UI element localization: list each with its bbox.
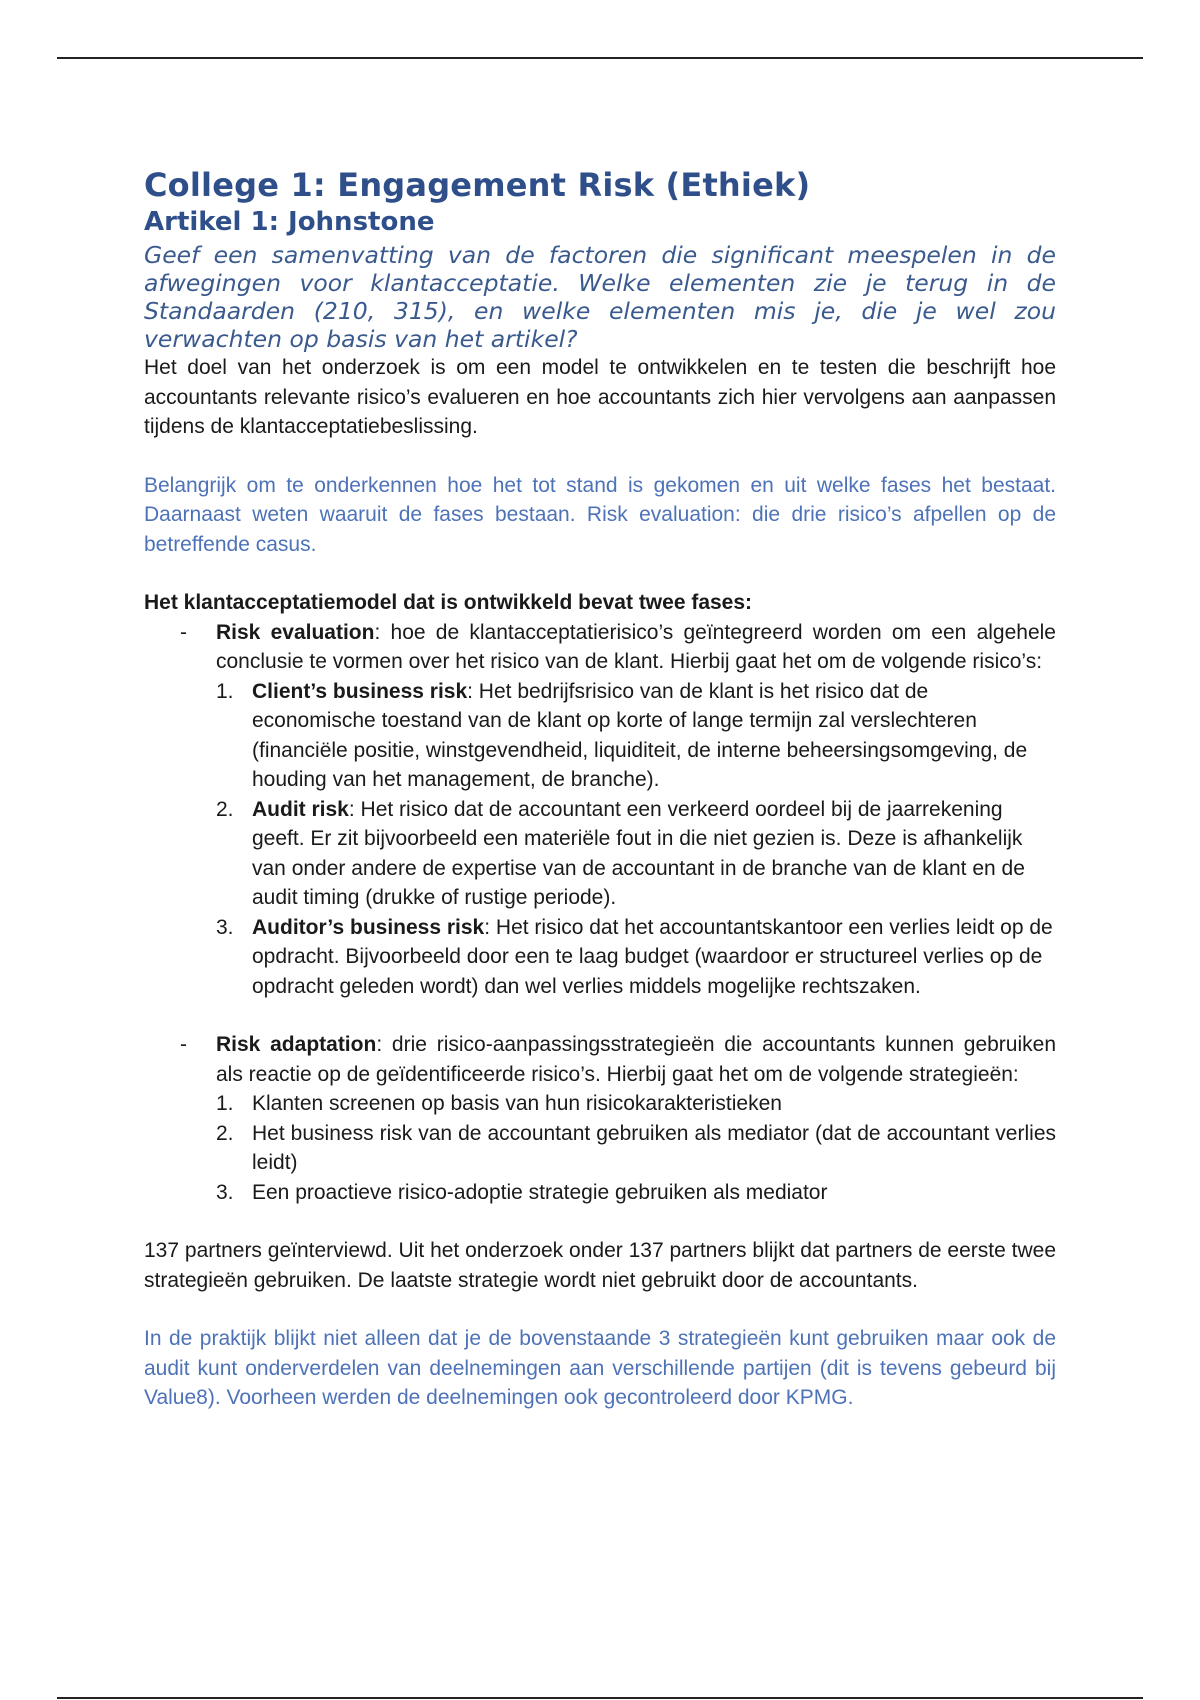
phase-term: Risk adaptation: [216, 1033, 377, 1056]
article-heading: Artikel 1: Johnstone: [144, 207, 435, 237]
header-rule: [57, 57, 1143, 59]
list-item: 1. Klanten screenen op basis van hun risicokarakteristieken: [216, 1092, 782, 1115]
partners-paragraph: 137 partners geïnterviewd. Uit het onderzoek onder 137 partners blijkt dat partners de eerste twee strategieën gebruiken. De laatste strategie wordt niet gebruikt door de accountants.: [144, 1239, 1056, 1292]
phase-text: : drie risico-aanpassingsstrategieën die accountants kunnen gebruiken als reactie op de geïdentificeerde risico’s. Hierbij gaat het om de volgende strategieën:: [216, 1033, 1056, 1086]
intro-paragraph: Het doel van het onderzoek is om een model te ontwikkelen en te testen die beschrijft hoe accountants relevante risico’s evalueren en hoe accountants zich hier vervolgens aan aanpassen tijdens de klantacceptatiebeslissing.: [144, 356, 1056, 438]
document-body: [144, 165, 1056, 1413]
phase-risk-adaptation: [216, 1030, 1056, 1207]
list-item: 2. Audit risk: Het risico dat de accountant een verkeerd oordeel bij de jaarrekening geeft. Er zit bijvoorbeeld een materiële fout in die niet gezien is. Deze is afhankelijk van onder andere de expertise van de accountant in de branche van de klant en de audit timing (drukke of rustige periode).: [216, 797, 1025, 909]
note-paragraph-2: In de praktijk blijkt niet alleen dat je de bovenstaande 3 strategieën kunt gebruiken maar ook de audit kunt onderverdelen van deelnemingen aan verschillende partijen (dit is tevens gebeurd bij Value8). Voorheen werden de deelnemingen ook gecontroleerd door KPMG.: [144, 1327, 1056, 1409]
risk-list: [216, 677, 1056, 1002]
phase-list: [144, 618, 1056, 1208]
phase-term: Risk evaluation: [216, 620, 375, 644]
note-paragraph-1: Belangrijk om te onderkennen hoe het tot stand is gekomen en uit welke fases het bestaat. Daarnaast weten waaruit de fases bestaan. Risk evaluation: die drie risico’s afpellen op de betreffende casus.: [144, 473, 1056, 556]
phase-risk-evaluation: [216, 618, 1056, 1031]
strategy-list: [216, 1089, 1056, 1207]
list-item: 2. Het business risk van de accountant gebruiken als mediator (dat de accountant verlies leidt): [216, 1121, 1056, 1174]
phase-text: : hoe de klantacceptatierisico’s geïntegreerd worden om een algehele conclusie te vormen over het risico van de klant. Hierbij gaat het om de volgende risico’s:: [216, 620, 1056, 673]
model-heading: Het klantacceptatiemodel dat is ontwikkeld bevat twee fases:: [144, 591, 753, 614]
footer-rule: [57, 1697, 1143, 1699]
list-item: 3. Een proactieve risico-adoptie strategie gebruiken als mediator: [216, 1180, 828, 1204]
list-item: 1. Client’s business risk: Het bedrijfsrisico van de klant is het risico dat de economische toestand van de klant op korte of lange termijn zal verslechteren (financiële positie, winstgevendheid, liquiditeit, de interne beheersingsomgeving, de houding van het management, de branche).: [216, 679, 1028, 791]
study-question: Geef een samenvatting van de factoren die significant meespelen in de afwegingen voor klantacceptatie. Welke elementen zie je terug in de Standaarden (210, 315), en welke elementen mis je, die je wel zou verwachten op basis van het artikel?: [144, 241, 1056, 353]
page-title: College 1: Engagement Risk (Ethiek): [144, 166, 811, 204]
list-item: 3. Auditor’s business risk: Het risico dat het accountantskantoor een verlies leidt op de opdracht. Bijvoorbeeld door een te laag budget (waardoor er structureel verlies op de opdracht geleden wordt) dan wel verlies middels mogelijke rechtszaken.: [216, 915, 1053, 998]
